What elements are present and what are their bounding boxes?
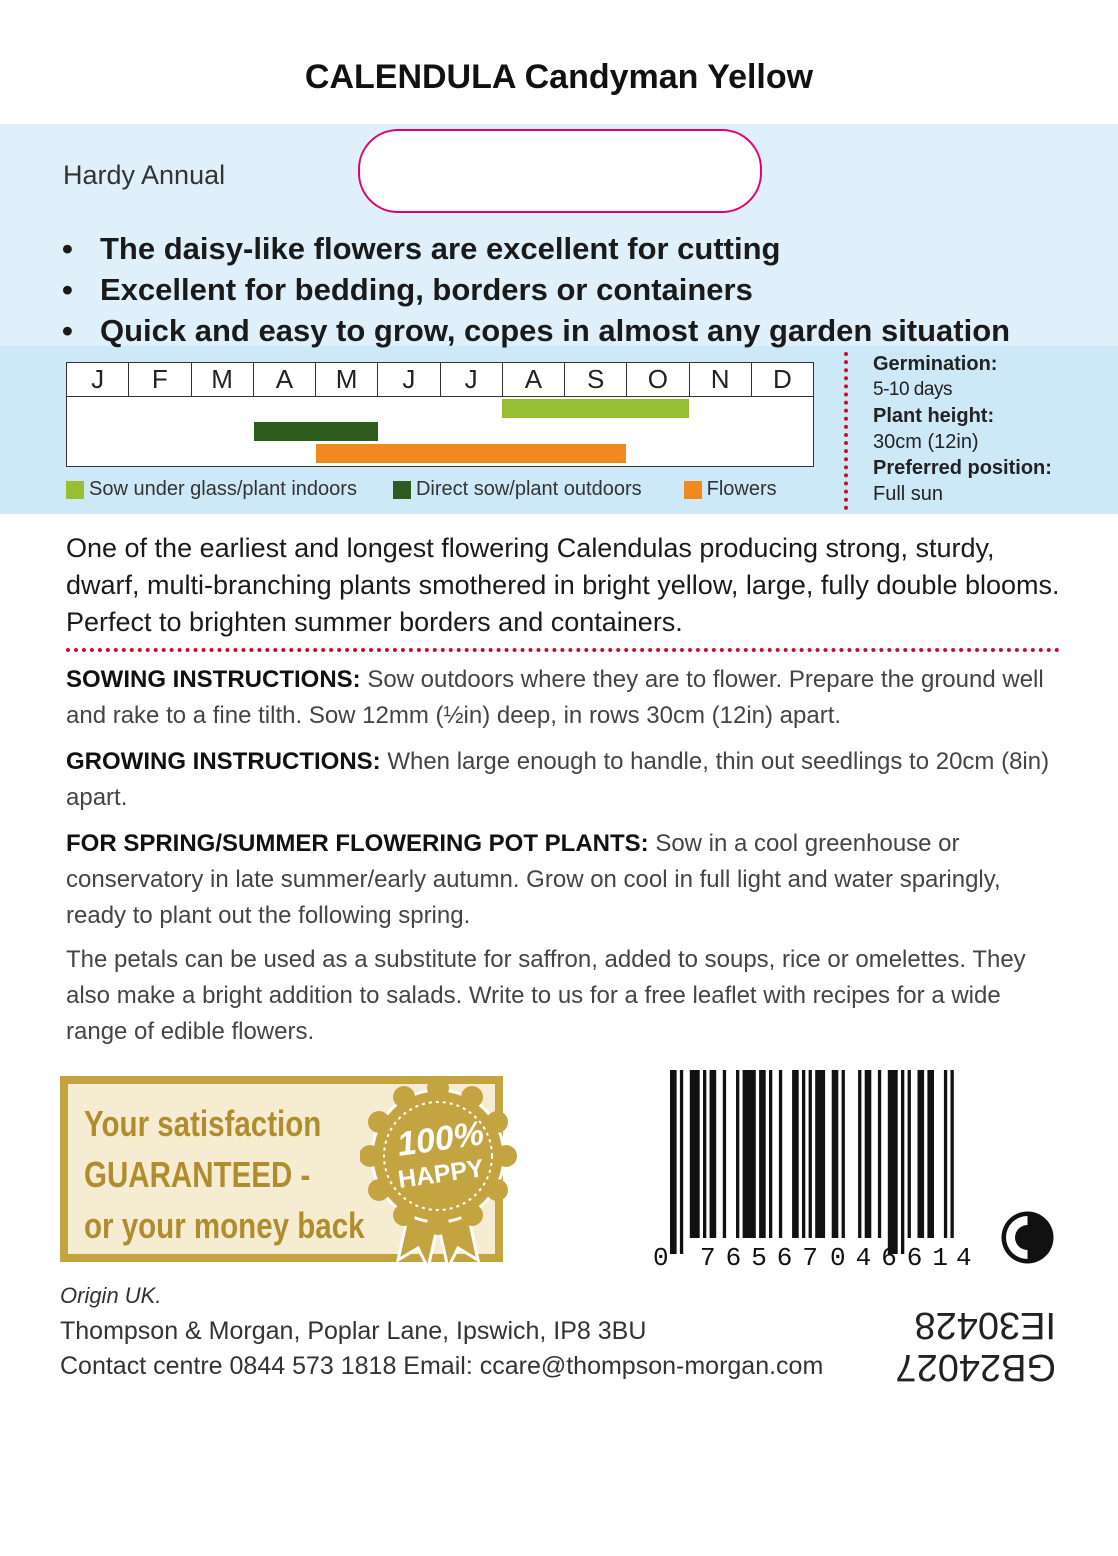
bar-direct-sow (254, 422, 378, 441)
month-jun: J (378, 363, 440, 396)
sowing-calendar (66, 362, 814, 467)
legend-label: Direct sow/plant outdoors (415, 478, 642, 500)
month-jul: J (441, 363, 503, 396)
barcode-bar (736, 1070, 739, 1238)
guarantee-line-3: or your money back (84, 1205, 365, 1246)
barcode-bar (703, 1070, 706, 1238)
pot-text: Sow in a cool greenhouse or conservatory in late summer/early autumn. Grow on cool in full light and water sparingly, ready to plant out the following spring. (66, 830, 1001, 929)
dotted-divider-horizontal (66, 648, 1060, 652)
growing-instructions (66, 744, 1066, 816)
feature-item: • The daisy-like flowers are excellent for cutting (62, 228, 1010, 269)
month-apr: A (254, 363, 316, 396)
bar-flowers (316, 444, 627, 463)
legend-item-indoors (66, 478, 357, 501)
petals-note: The petals can be used as a substitute for saffron, added to soups, rice or omelettes. They also make a bright addition to salads. Write to us for a free leaflet with recipes for a wide range of edible flowers. (66, 946, 1026, 1045)
barcode-digit-left: 0 (653, 1243, 669, 1268)
barcode-bar (680, 1070, 683, 1254)
code-gb: GB24027 (895, 1346, 1056, 1388)
month-jan: J (67, 363, 129, 396)
price-label-box (358, 129, 762, 213)
barcode-bar (723, 1070, 726, 1238)
code-ie: IE30428 (914, 1304, 1056, 1346)
barcode-bar (858, 1070, 861, 1238)
barcode-digits-group-2: 04661 (830, 1243, 948, 1268)
barcode-bar (670, 1070, 677, 1254)
badge-percent: 100% (394, 1114, 487, 1164)
barcode-bar (815, 1070, 825, 1238)
barcode-bar (944, 1070, 947, 1238)
month-mar: M (192, 363, 254, 396)
barcode-bar (918, 1070, 925, 1238)
barcode-bar (878, 1070, 881, 1238)
product-description: One of the earliest and longest flowering Calendulas producing strong, sturdy, dwarf, multi-branching plants smothered in bright yellow, large, fully double blooms. Perfect to brighten summer borders and containers. (66, 533, 1060, 637)
green-dot-recycle-icon (1000, 1210, 1055, 1265)
barcode-bar (802, 1070, 805, 1238)
legend-label: Sow under glass/plant indoors (89, 478, 357, 500)
legend-swatch-dark-green (393, 481, 411, 499)
month-nov: N (690, 363, 752, 396)
sowing-heading: SOWING INSTRUCTIONS: (66, 666, 361, 693)
guarantee-panel (60, 1076, 503, 1262)
barcode-bar (759, 1070, 766, 1238)
badge-happy: HAPPY (396, 1154, 486, 1194)
happy-badge-icon (360, 1078, 530, 1268)
origin-text: Origin UK. (60, 1283, 162, 1308)
barcode-bar (951, 1070, 954, 1238)
legend-label: Flowers (706, 478, 777, 500)
guarantee-inner (68, 1084, 495, 1254)
barcode-bar (888, 1070, 898, 1254)
legend-swatch-light-green (66, 481, 84, 499)
position-label: Preferred position: (873, 457, 1052, 479)
calendar-legend (66, 478, 777, 501)
legend-item-flowers (684, 478, 777, 501)
growing-heading: GROWING INSTRUCTIONS: (66, 748, 381, 775)
feature-list (62, 228, 1010, 351)
barcode-bar (865, 1070, 872, 1238)
growing-info (873, 351, 1052, 507)
month-may: M (316, 363, 378, 396)
bar-sow-under-glass (502, 399, 689, 418)
calendar-months (67, 363, 813, 397)
month-dec: D (772, 364, 792, 394)
plant-type-label: Hardy Annual (63, 160, 226, 190)
sowing-instructions (66, 662, 1066, 734)
month-aug: A (503, 363, 565, 396)
feature-item: • Excellent for bedding, borders or containers (62, 269, 1010, 310)
growing-text: When large enough to handle, thin out seedlings to 20cm (8in) apart. (66, 748, 1050, 811)
guarantee-text (84, 1098, 365, 1251)
product-title: CALENDULA Candyman Yellow (304, 58, 814, 96)
barcode-digits-group-1: 76567 (700, 1243, 818, 1268)
product-codes-upside-down (895, 1304, 1056, 1388)
barcode-bar (927, 1070, 934, 1238)
barcode-bar (901, 1070, 904, 1254)
company-address: Thompson & Morgan, Poplar Lane, Ipswich, IP8 3BU (60, 1317, 647, 1345)
barcode-bar (908, 1070, 911, 1238)
barcode-bar (779, 1070, 782, 1238)
barcode-bar (743, 1070, 756, 1238)
height-label: Plant height: (873, 405, 995, 427)
contact-line: Contact centre 0844 573 1818 Email: ccare@thompson-morgan.com (60, 1352, 824, 1380)
germination-value: 5-10 days (873, 379, 952, 400)
barcode (650, 1068, 980, 1268)
barcode-bar (832, 1070, 839, 1238)
pot-plant-instructions (66, 826, 1066, 934)
month-feb: F (129, 363, 191, 396)
germination-label: Germination: (873, 353, 998, 375)
barcode-bar (842, 1070, 845, 1238)
feature-item: • Quick and easy to grow, copes in almost any garden situation (62, 310, 1010, 351)
barcode-bar (809, 1070, 812, 1238)
legend-item-outdoors (393, 478, 642, 501)
barcode-bar (710, 1070, 717, 1238)
barcode-bar (792, 1070, 799, 1238)
barcode-bar (690, 1070, 700, 1238)
month-sep: S (565, 363, 627, 396)
sowing-text: Sow outdoors where they are to flower. Prepare the ground well and rake to a fine tilth. Sow 12mm (½in) deep, in rows 30cm (12in) apart. (66, 666, 1044, 729)
barcode-digit-right: 4 (956, 1243, 972, 1268)
guarantee-line-2: GUARANTEED - (84, 1154, 311, 1195)
guarantee-line-1: Your satisfaction (84, 1103, 322, 1144)
height-value: 30cm (12in) (873, 431, 979, 453)
barcode-bar (769, 1070, 772, 1238)
dotted-divider-vertical (844, 352, 848, 510)
legend-swatch-orange (684, 481, 702, 499)
month-oct: O (627, 363, 689, 396)
position-value: Full sun (873, 483, 944, 505)
pot-heading: FOR SPRING/SUMMER FLOWERING POT PLANTS: (66, 830, 649, 857)
